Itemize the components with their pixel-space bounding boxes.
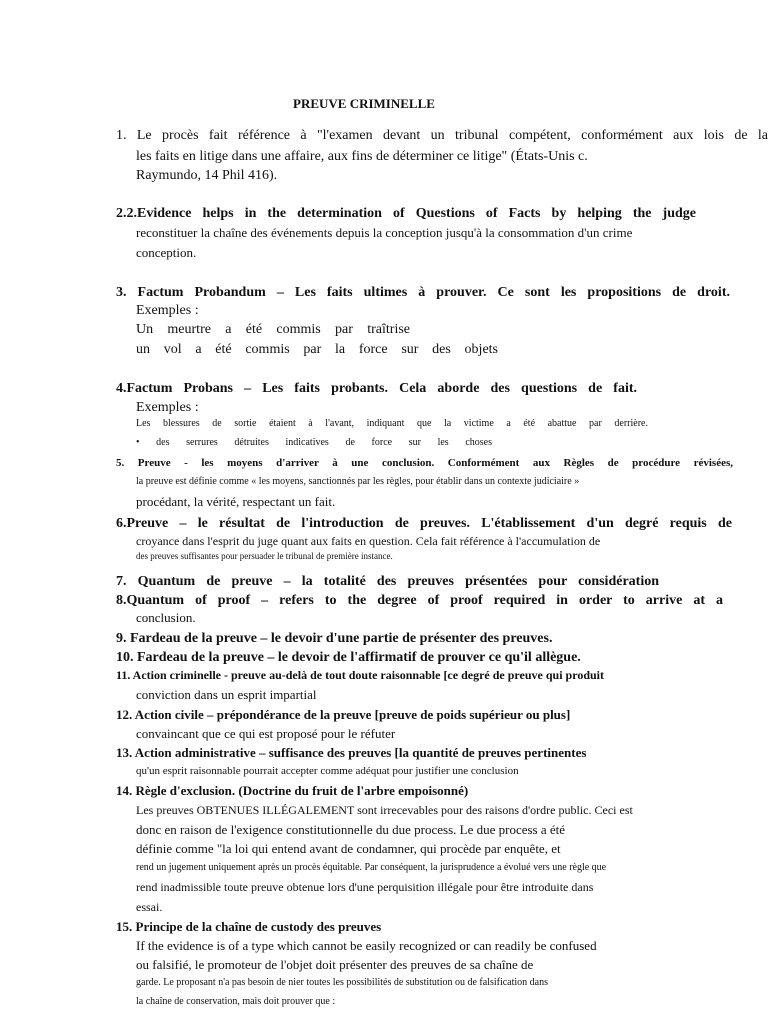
paragraph-line: ou falsifié, le promoteur de l'objet doit présenter des preuves de sa chaîne de xyxy=(136,957,534,972)
heading-line: 3. Factum Probandum – Les faits ultimes à prouver. Ce sont les propositions de droit. xyxy=(116,285,730,300)
paragraph-line: rend inadmissible toute preuve obtenue lors d'une perquisition illégale pour être introduite dans xyxy=(136,880,594,894)
paragraph-line: un vol a été commis par la force sur des objets xyxy=(136,342,498,357)
list-item: • des serrures détruites indicatives de force sur les choses xyxy=(136,437,492,448)
paragraph-line: Un meurtre a été commis par traîtrise xyxy=(136,322,410,337)
paragraph-line: conception. xyxy=(136,245,197,260)
heading-line: 5. Preuve - les moyens d'arriver à une conclusion. Conformément aux Règles de procédure révisées, xyxy=(116,457,733,469)
heading-line: 8.Quantum of proof – refers to the degree of proof required in order to arrive at a xyxy=(116,593,723,608)
paragraph-line: procédant, la vérité, respectant un fait. xyxy=(136,494,336,509)
paragraph-line: définie comme "la loi qui entend avant de condamner, qui procède par enquête, et xyxy=(136,841,561,856)
paragraph-line: des preuves suffisantes pour persuader le tribunal de première instance. xyxy=(136,551,393,561)
heading-line: 7. Quantum de preuve – la totalité des preuves présentées pour considération xyxy=(116,574,659,589)
paragraph-line: Les blessures de sortie étaient à l'avant, indiquant que la victime a été abattue par derrière. xyxy=(136,418,648,429)
heading-line: 14. Règle d'exclusion. (Doctrine du fruit de l'arbre empoisonné) xyxy=(116,783,469,798)
heading-line: 15. Principe de la chaîne de custody des preuves xyxy=(116,919,382,934)
paragraph-line: la preuve est définie comme « les moyens, sanctionnés par les règles, pour établir dans un contexte judiciaire » xyxy=(136,476,580,487)
paragraph-line: Exemples : xyxy=(136,400,199,415)
paragraph-line: garde. Le proposant n'a pas besoin de nier toutes les possibilités de substitution ou de falsification dans xyxy=(136,977,548,988)
paragraph-line: donc en raison de l'exigence constitutionnelle du due process. Le due process a été xyxy=(136,822,566,837)
heading-line: 13. Action administrative – suffisance des preuves [la quantité de preuves pertinentes xyxy=(116,745,587,760)
heading-line: 2.2.Evidence helps in the determination of Questions of Facts by helping the judge xyxy=(116,206,696,221)
paragraph-line: essai. xyxy=(136,900,163,914)
paragraph-line: convaincant que ce qui est proposé pour le réfuter xyxy=(136,726,396,741)
paragraph-line: qu'un esprit raisonnable pourrait accepter comme adéquat pour justifier une conclusion xyxy=(136,765,519,777)
heading-line: 4.Factum Probans – Les faits probants. Cela aborde des questions de fait. xyxy=(116,381,637,396)
paragraph-line: les faits en litige dans une affaire, aux fins de déterminer ce litige" (États-Unis c. xyxy=(136,149,588,164)
paragraph-line: Exemples : xyxy=(136,303,199,318)
paragraph-line: conviction dans un esprit impartial xyxy=(136,687,317,702)
paragraph-line: la chaîne de conservation, mais doit prouver que : xyxy=(136,996,336,1007)
paragraph-line: Raymundo, 14 Phil 416). xyxy=(136,168,278,183)
paragraph-line: rend un jugement uniquement après un procès équitable. Par conséquent, la jurisprudence a évolué vers une règle que xyxy=(136,862,607,873)
heading-line: 12. Action civile – prépondérance de la preuve [preuve de poids supérieur ou plus] xyxy=(116,707,571,722)
heading-line: 9. Fardeau de la preuve – le devoir d'une partie de présenter des preuves. xyxy=(116,631,553,646)
paragraph-line: Les preuves OBTENUES ILLÉGALEMENT sont irrecevables pour des raisons d'ordre public. Ceci est xyxy=(136,803,633,817)
paragraph-line: conclusion. xyxy=(136,610,196,625)
paragraph-line: reconstituer la chaîne des événements depuis la conception jusqu'à la consommation d'un crime xyxy=(136,225,633,240)
heading-line: 10. Fardeau de la preuve – le devoir de l'affirmatif de prouver ce qu'il allègue. xyxy=(116,650,581,665)
heading-line: 11. Action criminelle - preuve au-delà de tout doute raisonnable [ce degré de preuve qui produit xyxy=(116,668,604,682)
paragraph-line: croyance dans l'esprit du juge quant aux faits en question. Cela fait référence à l'accumulation de xyxy=(136,534,601,548)
paragraph-line: If the evidence is of a type which cannot be easily recognized or can readily be confused xyxy=(136,938,597,953)
paragraph-line: 1. Le procès fait référence à "l'examen devant un tribunal compétent, conformément aux lois de la xyxy=(116,128,768,143)
heading-line: 6.Preuve – le résultat de l'introduction de preuves. L'établissement d'un degré requis de xyxy=(116,516,732,531)
document-title: PREUVE CRIMINELLE xyxy=(293,96,435,111)
